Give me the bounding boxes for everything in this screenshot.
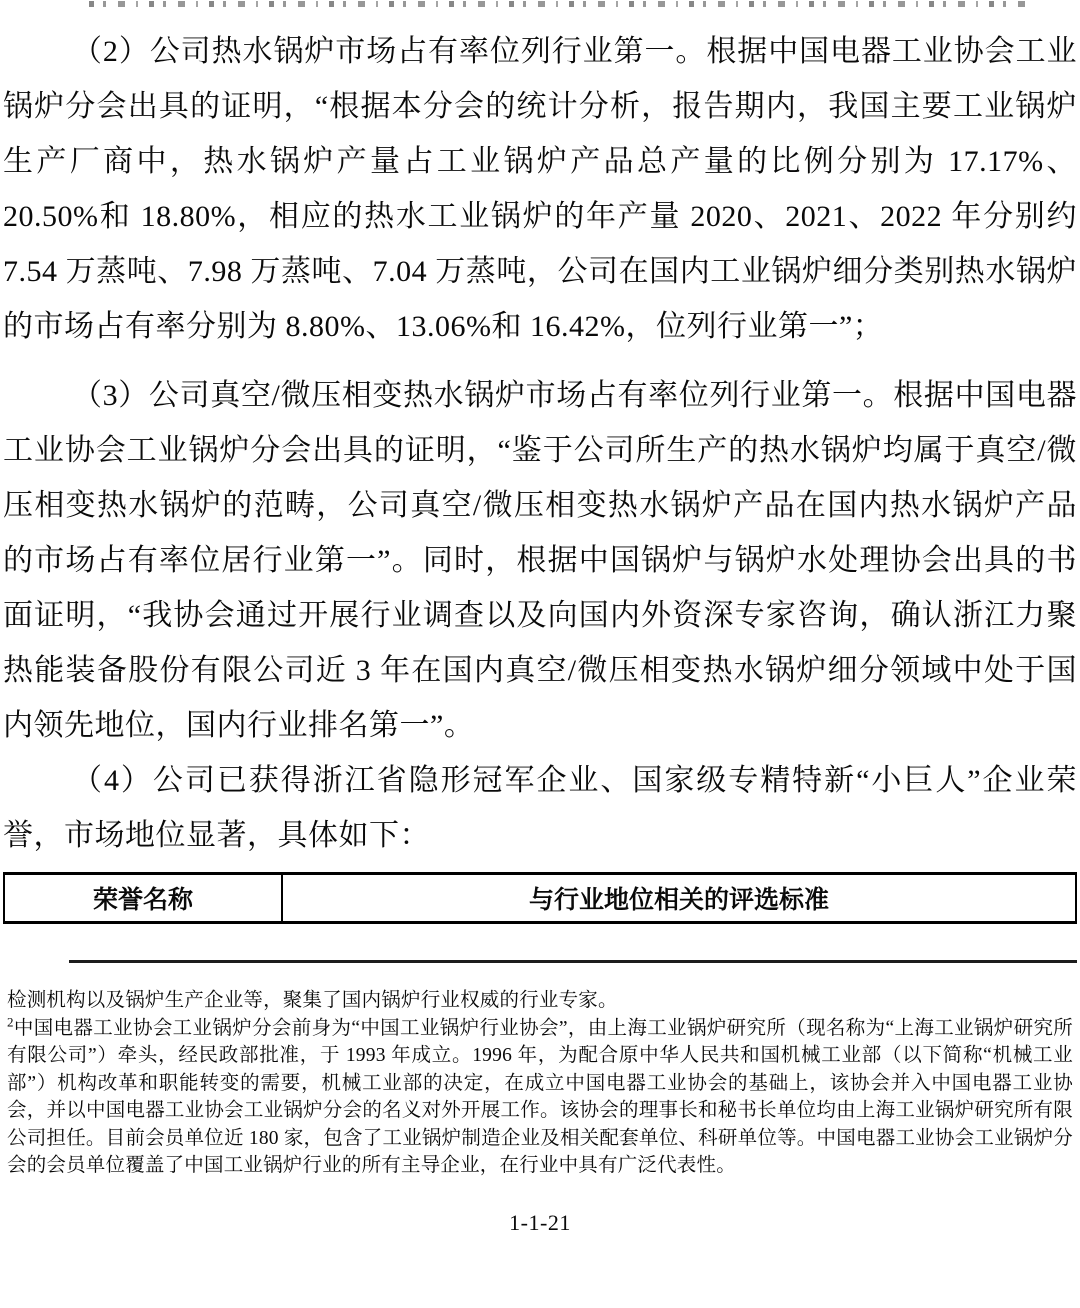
footnote-divider xyxy=(69,960,1077,963)
clipped-text-line xyxy=(89,1,1035,7)
footnote-2-marker: 2 xyxy=(7,1014,14,1029)
document-page xyxy=(0,1,1080,1308)
footnote-2-text: 中国电器工业协会工业锅炉分会前身为“中国工业锅炉行业协会”，由上海工业锅炉研究所（现名称为“上海工业锅炉研究所有限公司”）牵头，经民政部批准，于 1993 年成立。1996 年，为配合原中华人民共和国机械工业部（以下简称“机械工业部”）机构改革和职能转变的需要，机械工业部的决定，在成立中国电器工业协会的基础上，该协会并入中国电器工业协会，并以中国电器工业协会工业锅炉分会的名义对外开展工作。该协会的理事长和秘书长单位均由上海工业锅炉研究所有限公司担任。目前会员单位近 180 家，包含了工业锅炉制造企业及相关配套单位、科研单位等。中国电器工业协会工业锅炉分会的会员单位覆盖了中国工业锅炉行业的所有主导企业，在行业中具有广泛代表性。 xyxy=(7,1017,1073,1176)
paragraph-4-honors-intro: （4）公司已获得浙江省隐形冠军企业、国家级专精特新“小巨人”企业荣誉，市场地位显著，具体如下： xyxy=(3,764,1077,852)
footnote-2 xyxy=(7,1015,1073,1180)
footnote-continuation: 检测机构以及锅炉生产企业等，聚集了国内锅炉行业权威的行业专家。 xyxy=(7,990,618,1011)
table-header-honor-name: 荣誉名称 xyxy=(4,874,282,923)
table-header-selection-criteria: 与行业地位相关的评选标准 xyxy=(282,874,1076,923)
paragraph-2-hot-water-boiler-market-share: （2）公司热水锅炉市场占有率位列行业第一。根据中国电器工业协会工业锅炉分会出具的证明，“根据本分会的统计分析，报告期内，我国主要工业锅炉生产厂商中，热水锅炉产量占工业锅炉产品总产量的比例分别为 17.17%、20.50%和 18.80%，相应的热水工业锅炉的年产量 2020、2021、2022 年分别约 7.54 万蒸吨、7.98 万蒸吨、7.04 万蒸吨，公司在国内工业锅炉细分类别热水锅炉的市场占有率分别为 8.80%、13.06%和 16.42%，位列行业第一”； xyxy=(3,35,1077,343)
honor-table-header-row xyxy=(4,874,1076,923)
paragraph-3-vacuum-boiler-market-share: （3）公司真空/微压相变热水锅炉市场占有率位列行业第一。根据中国电器工业协会工业锅炉分会出具的证明，“鉴于公司所生产的热水锅炉均属于真空/微压相变热水锅炉的范畴，公司真空/微压相变热水锅炉产品在国内热水锅炉产品的市场占有率位居行业第一”。同时，根据中国锅炉与锅炉水处理协会出具的书面证明，“我协会通过开展行业调查以及向国内外资深专家咨询，确认浙江力聚热能装备股份有限公司近 3 年在国内真空/微压相变热水锅炉细分领域中处于国内领先地位，国内行业排名第一”。 xyxy=(3,379,1077,742)
honor-table xyxy=(3,872,1077,924)
page-number: 1-1-21 xyxy=(509,1209,571,1235)
